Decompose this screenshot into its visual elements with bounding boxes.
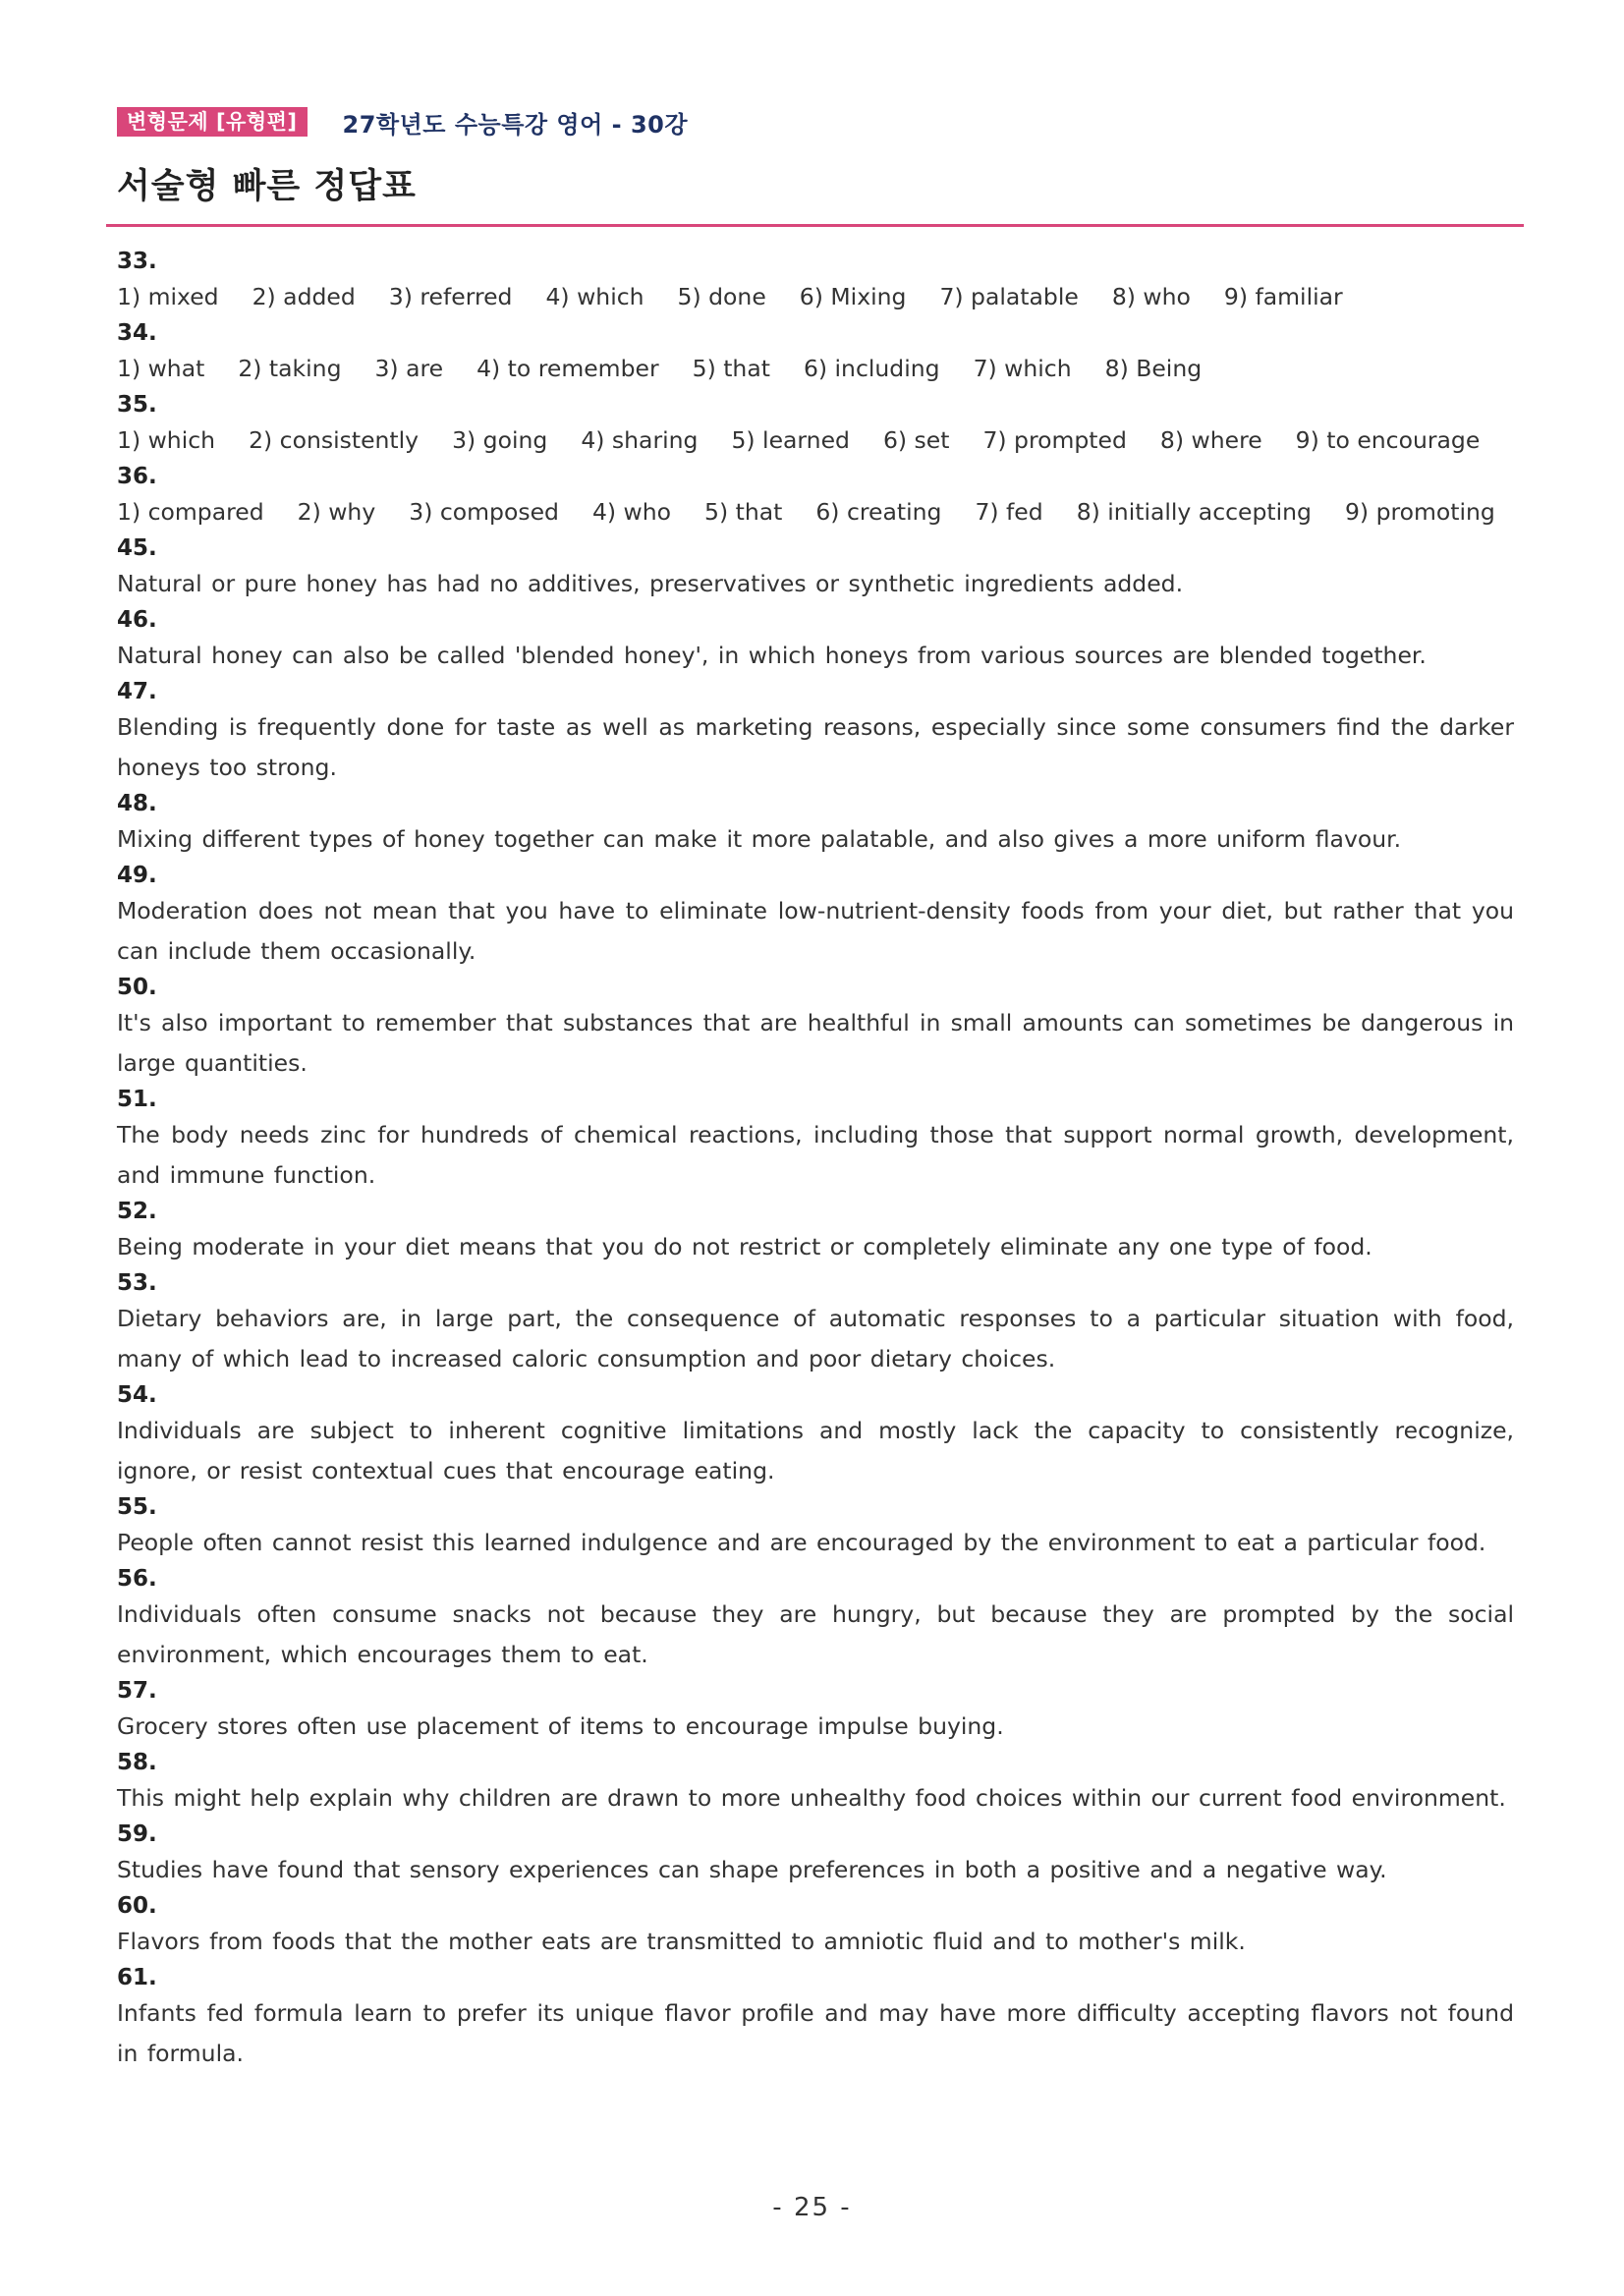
question-number: 50.	[117, 975, 157, 1000]
answer-sentence: Individuals often consume snacks not because they are hungry, but because they are prompted by the social environment, which encourages them to eat.	[117, 1600, 1514, 1668]
answer-option: 9) promoting	[1344, 498, 1495, 526]
answer-list	[117, 246, 1514, 2074]
answer-sentence: Blending is frequently done for taste as well as marketing reasons, especially since some consumers find the darker honeys too strong.	[117, 713, 1514, 781]
question-block	[117, 1890, 1514, 1962]
answer-option: 6) set	[882, 426, 950, 454]
question-number: 33.	[117, 249, 157, 274]
question-number: 56.	[117, 1566, 157, 1592]
answer-option: 4) which	[545, 283, 644, 310]
question-block	[117, 1491, 1514, 1563]
question-number: 60.	[117, 1893, 157, 1919]
answer-option: 7) fed	[975, 498, 1043, 526]
answer-option: 2) consistently	[249, 426, 420, 454]
question-number: 52.	[117, 1199, 157, 1224]
page-title: 서술형 빠른 정답표	[117, 167, 417, 206]
answer-option: 3) going	[452, 426, 548, 454]
answer-option: 8) who	[1111, 283, 1191, 310]
answer-sentence: The body needs zinc for hundreds of chemical reactions, including those that support normal growth, development, and immune function.	[117, 1121, 1514, 1189]
answer-options-row	[117, 277, 1514, 317]
answer-option: 5) done	[677, 283, 766, 310]
question-number: 36.	[117, 464, 157, 489]
answer-option: 1) what	[117, 355, 205, 382]
question-number: 57.	[117, 1678, 157, 1704]
question-block	[117, 1563, 1514, 1675]
question-block	[117, 461, 1514, 532]
answer-sentence: It's also important to remember that substances that are healthful in small amounts can sometimes be dangerous in large quantities.	[117, 1009, 1514, 1077]
answer-option: 2) taking	[238, 355, 342, 382]
answer-sentence: Individuals are subject to inherent cognitive limitations and mostly lack the capacity to consistently recognize, ignore, or resist contextual cues that encourage eating.	[117, 1417, 1514, 1484]
question-number: 45.	[117, 535, 157, 561]
answer-option: 7) palatable	[939, 283, 1079, 310]
question-number: 55.	[117, 1494, 157, 1520]
answer-option: 5) learned	[731, 426, 850, 454]
question-block	[117, 604, 1514, 676]
question-block	[117, 1084, 1514, 1196]
question-number: 48.	[117, 791, 157, 816]
question-block	[117, 317, 1514, 389]
title-divider	[106, 224, 1524, 227]
answer-sentence: Grocery stores often use placement of items to encourage impulse buying.	[117, 1712, 1004, 1740]
question-number: 59.	[117, 1821, 157, 1847]
answer-option: 2) added	[252, 283, 356, 310]
category-tag: 변형문제 [유형편]	[117, 107, 308, 137]
answer-sentence: Mixing different types of honey together can make it more palatable, and also gives a more uniform flavour.	[117, 825, 1402, 853]
question-block	[117, 389, 1514, 461]
answer-options-row	[117, 492, 1514, 532]
question-number: 34.	[117, 320, 157, 346]
answer-option: 9) familiar	[1223, 283, 1343, 310]
answer-sentence: Flavors from foods that the mother eats are transmitted to amniotic fluid and to mother's milk.	[117, 1928, 1246, 1955]
answer-option: 3) composed	[409, 498, 559, 526]
question-block	[117, 972, 1514, 1084]
question-block	[117, 788, 1514, 860]
question-block	[117, 1196, 1514, 1267]
answer-option: 1) compared	[117, 498, 264, 526]
question-block	[117, 1747, 1514, 1819]
question-number: 49.	[117, 863, 157, 888]
answer-option: 4) who	[591, 498, 672, 526]
question-number: 53.	[117, 1270, 157, 1296]
answer-option: 8) where	[1159, 426, 1262, 454]
answer-option: 4) to remember	[476, 355, 659, 382]
question-block	[117, 676, 1514, 788]
question-number: 61.	[117, 1965, 157, 1990]
answer-option: 8) initially accepting	[1076, 498, 1312, 526]
answer-option: 7) which	[973, 355, 1072, 382]
page-header	[117, 104, 688, 140]
answer-option: 5) that	[704, 498, 783, 526]
answer-sentence: This might help explain why children are drawn to more unhealthy food choices within our current food environment.	[117, 1784, 1506, 1812]
answer-sentence: Being moderate in your diet means that you do not restrict or completely eliminate any one type of food.	[117, 1233, 1372, 1260]
answer-sentence: People often cannot resist this learned indulgence and are encouraged by the environment to eat a particular food.	[117, 1529, 1486, 1556]
answer-sentence: Moderation does not mean that you have to eliminate low-nutrient-density foods from your diet, but rather that you can include them occasionally.	[117, 897, 1514, 965]
question-number: 54.	[117, 1382, 157, 1408]
answer-option: 8) Being	[1104, 355, 1203, 382]
question-block	[117, 1962, 1514, 2074]
answer-options-row	[117, 420, 1514, 461]
answer-sentence: Infants fed formula learn to prefer its unique flavor profile and may have more difficulty accepting flavors not found in formula.	[117, 1999, 1514, 2067]
answer-options-row	[117, 349, 1514, 389]
answer-sentence: Natural honey can also be called 'blended honey', in which honeys from various sources are blended together.	[117, 642, 1427, 669]
question-block	[117, 1819, 1514, 1890]
answer-option: 2) why	[297, 498, 376, 526]
answer-option: 3) are	[374, 355, 444, 382]
answer-option: 3) referred	[388, 283, 513, 310]
question-block	[117, 1675, 1514, 1747]
question-block	[117, 1379, 1514, 1491]
lecture-subtitle: 27학년도 수능특강 영어 - 30강	[342, 110, 689, 139]
answer-option: 9) to encourage	[1295, 426, 1481, 454]
question-block	[117, 860, 1514, 972]
answer-sentence: Studies have found that sensory experiences can shape preferences in both a positive and a negative way.	[117, 1856, 1387, 1883]
answer-option: 6) including	[803, 355, 940, 382]
question-number: 46.	[117, 607, 157, 633]
answer-option: 1) mixed	[117, 283, 219, 310]
answer-sentence: Natural or pure honey has had no additives, preservatives or synthetic ingredients added.	[117, 570, 1184, 597]
question-block	[117, 1267, 1514, 1379]
question-number: 51.	[117, 1087, 157, 1112]
question-number: 58.	[117, 1750, 157, 1775]
question-number: 35.	[117, 392, 157, 418]
answer-option: 7) prompted	[982, 426, 1127, 454]
question-block	[117, 532, 1514, 604]
answer-option: 5) that	[692, 355, 770, 382]
answer-option: 4) sharing	[581, 426, 699, 454]
answer-sentence: Dietary behaviors are, in large part, the consequence of automatic responses to a particular situation with food, many of which lead to increased caloric consumption and poor dietary choices.	[117, 1305, 1514, 1372]
answer-option: 1) which	[117, 426, 216, 454]
answer-option: 6) Mixing	[799, 283, 907, 310]
question-number: 47.	[117, 679, 157, 704]
question-block	[117, 246, 1514, 317]
answer-option: 6) creating	[815, 498, 942, 526]
page-number: - 25 -	[772, 2193, 852, 2222]
